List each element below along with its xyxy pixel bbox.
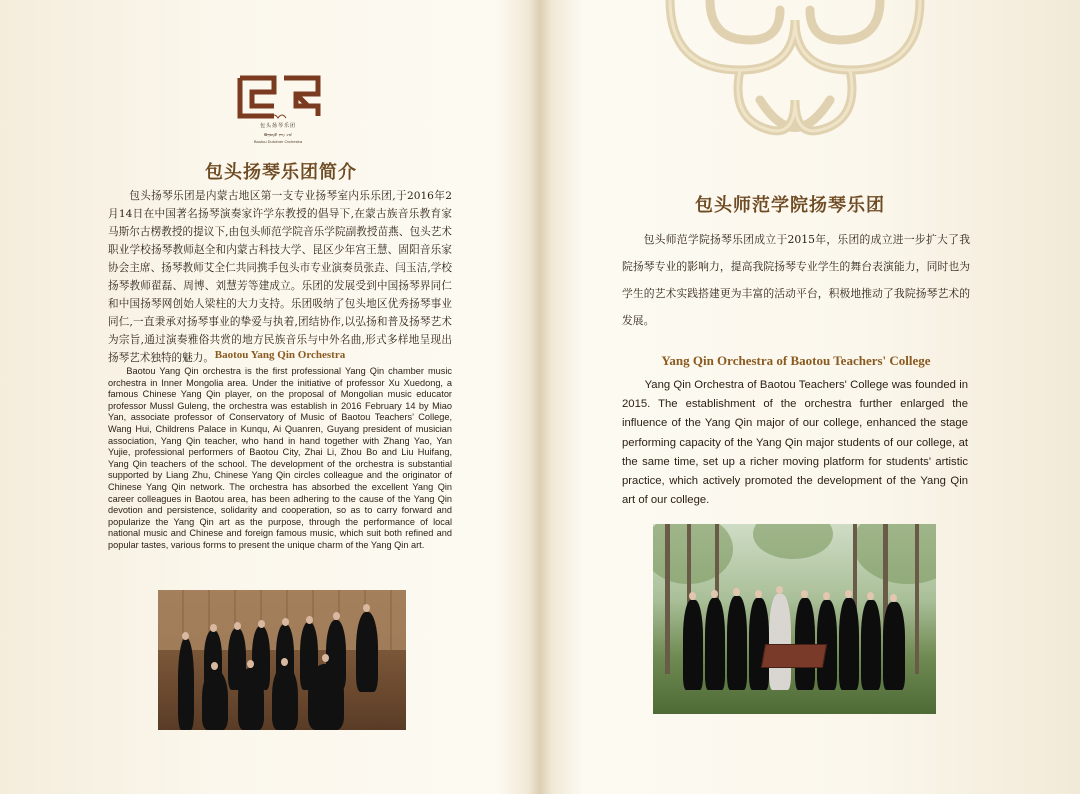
right-title-cn: 包头师范学院扬琴乐团	[695, 195, 885, 216]
right-paragraph-en: Yang Qin Orchestra of Baotou Teachers' College was founded in 2015. The establishment of the orchestra further enlarged the influence of the Yang Qin major of our college, enhanced the stage performing capacity of the Yang Qin major students of our college, at the same time, set up a richer moving platform for students' artistic practice, which actively promoted the development of the Yang Qin art of our college.	[622, 379, 968, 507]
left-paragraph-en: Baotou Yang Qin orchestra is the first professional Yang Qin chamber music orchestra in Inner Mongolia area. Under the initiative of professor Xu Xuedong, a famous Chinese Yang Qin player, on the proposal of Mongolian music educator professor Mussl Guleng, the orchestra was establish in 2016 February 14 by Miao Yan, associate professor of Conservatory of Music of Baotou Teachers’ College, Wang Hui, Childrens Palace in Kunqu, Ai Quanren, Guyang president of musician association, Yang Qin teacher, who hand in hand together with Zhang Yao, Yan Yujie, professional performers of Baotou City, Zhai Li, Zhou Bo and Liu Huifang, Yang Qin teachers of the school. The development of the orchestra is substantial supported by Liang Zhu, Chinese Yang Qin circles colleague and the originator of Chinese Yang Qin network. The orchestra has absorbed the excellent Yang Qin career colleagues in Baotou area, has been adhering to the cause of the Yang Qin devotion and persistence, solidarity and cooperation, so as to carry forward and popularize the Yang Qin art as the purpose, through the performance of local national music and Chinese and foreign famous music, which suit both refined and popular tastes, various forms to present the unique charm of the Yang Qin art.	[108, 366, 452, 550]
college-orchestra-photo	[653, 524, 936, 714]
decorative-knot-ornament	[630, 0, 960, 160]
orchestra-group-photo	[158, 590, 406, 730]
yangqin-instrument	[761, 644, 827, 668]
left-title-en: Baotou Yang Qin Orchestra	[214, 349, 346, 361]
left-title-cn: 包头扬琴乐团简介	[205, 162, 357, 183]
logo-org-en: Baotou Dulcimer Orchestra	[253, 139, 303, 144]
logo-org-cn: 包头扬琴乐团	[259, 123, 296, 129]
right-page	[540, 0, 1080, 794]
right-title-en: Yang Qin Orchestra of Baotou Teachers' College	[661, 353, 931, 368]
logo-org-mongolian: ᠪᠣᠭᠣᠲᠣ ᠶᠠᠩ ᠴᠢᠨ	[264, 132, 292, 137]
right-paragraph-cn: 包头师范学院扬琴乐团成立于2015年，乐团的成立进一步扩大了我院扬琴专业的影响力，提高我院扬琴专业学生的舞台表演能力，同时也为学生的艺术实践搭建更为丰富的活动平台，积极地推动了我院扬琴艺术的发展。	[622, 233, 970, 327]
left-paragraph-cn: 包头扬琴乐团是内蒙古地区第一支专业扬琴室内乐乐团,于2016年2月14日在中国著名扬琴演奏家许学东教授的倡导下,在蒙古族音乐教育家马斯尔古楞教授的提议下,由包头师范学院音乐学院副教授苗燕、包头艺术职业学校扬琴教师赵全和内蒙古科技大学、昆区少年宫王慧、固阳音乐家协会主席、扬琴教师艾全仁共同携手包头市专业演奏员张垚、闫玉洁,学校扬琴教师翟磊、周博、刘慧芳等建成立。乐团的发展受到中国扬琴界同仁和中国扬琴网创始人梁柱的大力支持。乐团吸纳了包头地区优秀扬琴事业同仁,一直秉承对扬琴事业的挚爱与执着,团结协作,以弘扬和普及扬琴艺术为宗旨,通过演奏雅俗共赏的地方民族音乐与中外名曲,形式多样地呈现出扬琴艺术独特的魅力。	[108, 190, 452, 364]
